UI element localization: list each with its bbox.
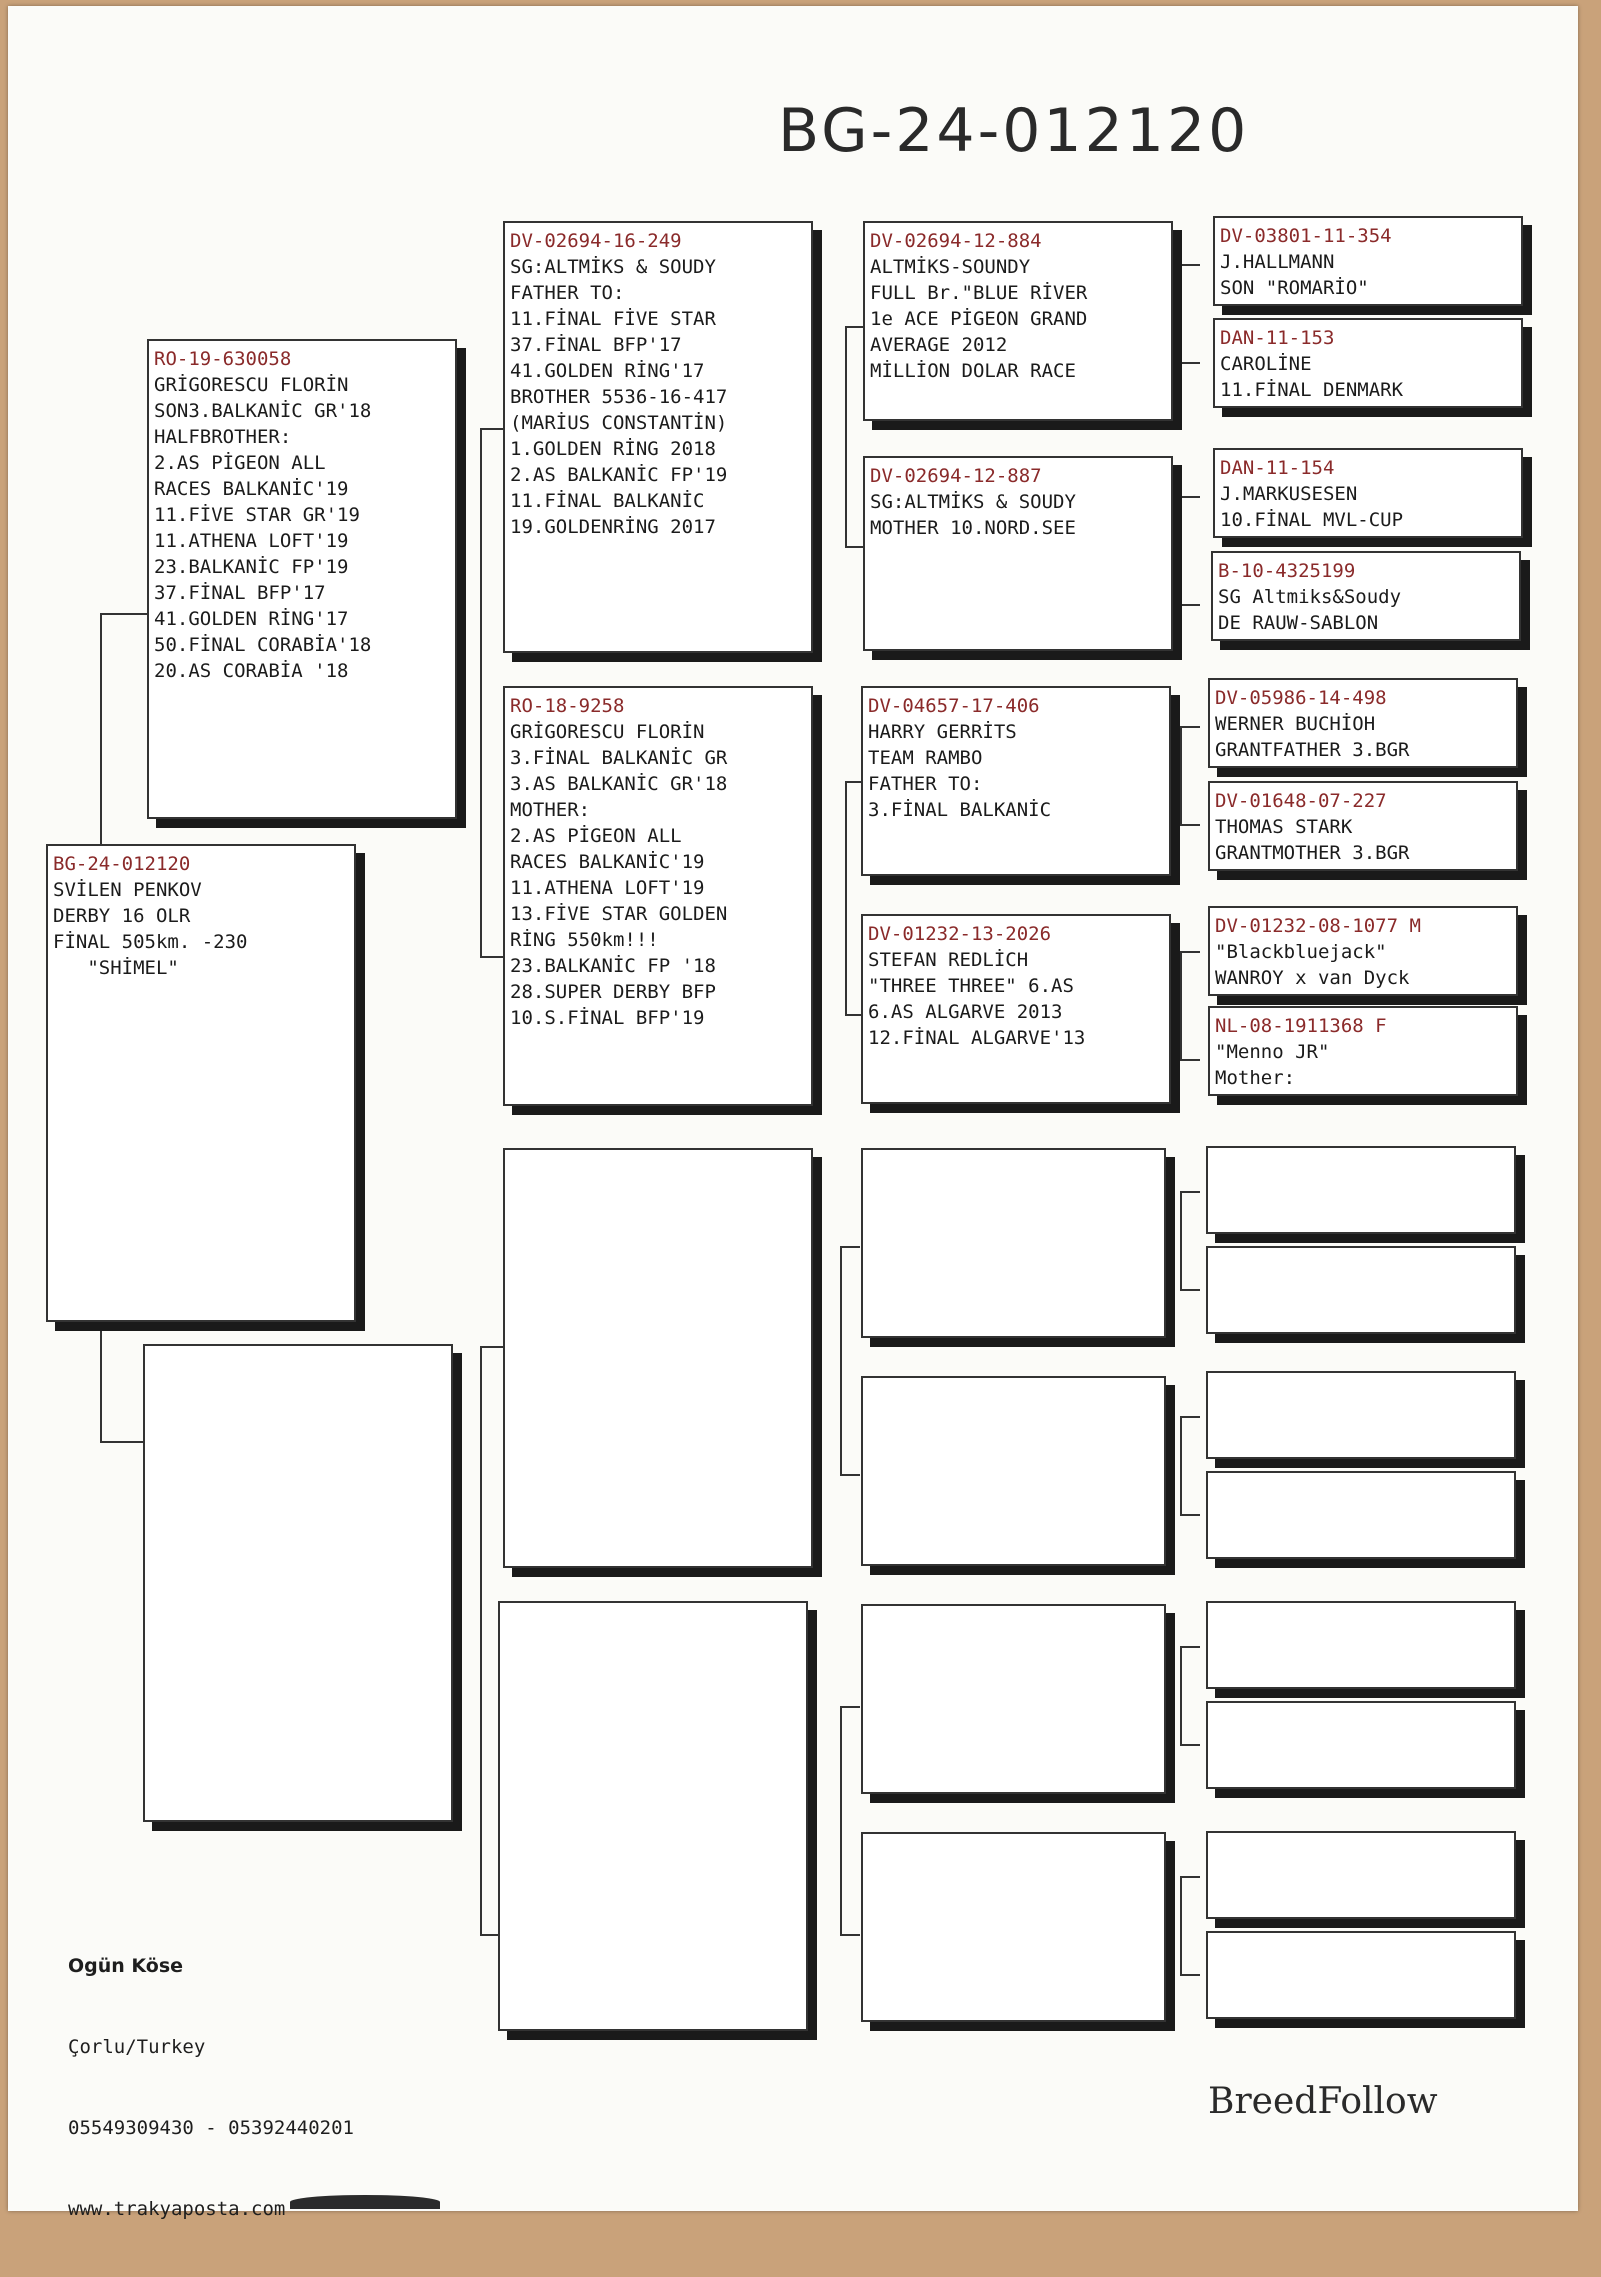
info-line: 3.FİNAL BALKANİC	[868, 799, 1052, 821]
connector	[1180, 726, 1200, 728]
pedigree-box-empty	[861, 1832, 1166, 2022]
connector	[1180, 1191, 1200, 1193]
info-line: MİLLİON DOLAR RACE	[870, 360, 1076, 382]
ss-sire-box	[863, 221, 1173, 421]
info-line: WERNER BUCHİOH	[1215, 713, 1376, 735]
gg-box	[1211, 551, 1521, 641]
info-line: 19.GOLDENRİNG 2017	[510, 516, 716, 538]
ring-number: B-10-4325199	[1218, 560, 1356, 582]
gg-box	[1213, 448, 1523, 538]
info-line: 3.AS BALKANİC GR'18	[510, 773, 728, 795]
connector	[1180, 1191, 1182, 1291]
dam-dam-box	[498, 1601, 808, 2031]
info-line: RİNG 550km!!!	[510, 929, 659, 951]
connector	[1180, 1876, 1200, 1878]
info-line: 41.GOLDEN RİNG'17	[154, 608, 349, 630]
info-line: THOMAS STARK	[1215, 816, 1353, 838]
connector	[1180, 1744, 1200, 1746]
connector	[100, 1441, 149, 1443]
info-line: CAROLİNE	[1220, 353, 1312, 375]
pedigree-box-empty	[861, 1376, 1166, 1566]
connector	[1180, 1876, 1182, 1976]
info-line: GRANTFATHER 3.BGR	[1215, 739, 1410, 761]
connector	[480, 1346, 505, 1348]
info-line: (MARİUS CONSTANTİN)	[510, 412, 728, 434]
ring-number: BG-24-012120	[53, 853, 191, 875]
connector	[1180, 824, 1200, 826]
info-line: FATHER TO:	[510, 282, 625, 304]
connector	[1180, 604, 1200, 606]
connector	[1180, 1059, 1200, 1061]
connector	[845, 781, 847, 1016]
connector	[480, 428, 505, 430]
connector	[100, 613, 149, 615]
info-line: 11.FİNAL DENMARK	[1220, 379, 1404, 401]
info-line: 1e ACE PİGEON GRAND	[870, 308, 1088, 330]
info-line: 11.ATHENA LOFT'19	[510, 877, 705, 899]
info-line: "Blackbluejack"	[1215, 941, 1387, 963]
connector	[1180, 1416, 1182, 1516]
info-line: 11.FİNAL BALKANİC	[510, 490, 705, 512]
gg-box	[1213, 318, 1523, 408]
connector	[845, 326, 847, 546]
subject-box	[46, 844, 356, 1322]
info-line: SG Altmiks&Soudy	[1218, 586, 1402, 608]
connector	[1180, 1646, 1182, 1746]
pedigree-box-empty	[861, 1148, 1166, 1338]
breeder-website[interactable]: www.trakyaposta.com	[68, 2198, 286, 2220]
info-line: FATHER TO:	[868, 773, 983, 795]
ring-number: DV-01232-13-2026	[868, 923, 1052, 945]
info-line: 11.FİVE STAR GR'19	[154, 504, 360, 526]
info-line: TEAM RAMBO	[868, 747, 983, 769]
info-line: J.HALLMANN	[1220, 251, 1335, 273]
info-line: 3.FİNAL BALKANİC GR	[510, 747, 728, 769]
ring-number: DAN-11-154	[1220, 457, 1335, 479]
connector	[480, 428, 482, 958]
gg-box	[1213, 216, 1523, 306]
info-line: 37.FİNAL BFP'17	[154, 582, 326, 604]
info-line: GRİGORESCU FLORİN	[510, 721, 705, 743]
pedigree-box-empty	[861, 1604, 1166, 1794]
ring-number: NL-08-1911368 F	[1215, 1015, 1387, 1037]
info-line: 28.SUPER DERBY BFP	[510, 981, 716, 1003]
info-line: 12.FİNAL ALGARVE'13	[868, 1027, 1086, 1049]
info-line: FİNAL 505km. -230	[53, 931, 248, 953]
sire-sire-box	[503, 221, 813, 653]
breeder-name: Ogün Köse	[68, 1955, 184, 1977]
gg-box	[1208, 781, 1518, 871]
info-line: 20.AS CORABİA '18	[154, 660, 349, 682]
connector	[480, 956, 505, 958]
connector	[845, 326, 865, 328]
info-line: 11.ATHENA LOFT'19	[154, 530, 349, 552]
info-line: GRANTMOTHER 3.BGR	[1215, 842, 1410, 864]
info-line: Mother:	[1215, 1067, 1296, 1089]
ring-number: DV-04657-17-406	[868, 695, 1040, 717]
info-line: 6.AS ALGARVE 2013	[868, 1001, 1063, 1023]
info-line: 13.FİVE STAR GOLDEN	[510, 903, 728, 925]
connector	[1180, 362, 1200, 364]
info-line: DE RAUW-SABLON	[1218, 612, 1379, 634]
pedigree-box-empty	[1206, 1831, 1516, 1919]
sire-dam-box	[503, 686, 813, 1106]
info-line: DERBY 16 OLR	[53, 905, 191, 927]
connector	[1180, 264, 1182, 364]
connector	[840, 1474, 860, 1476]
pedigree-box-empty	[1206, 1701, 1516, 1789]
connector	[1180, 1514, 1200, 1516]
ring-number: DV-02694-12-887	[870, 465, 1042, 487]
pedigree-box-empty	[1206, 1146, 1516, 1234]
info-line: GRİGORESCU FLORİN	[154, 374, 349, 396]
pedigree-box-empty	[1206, 1371, 1516, 1459]
connector	[1180, 726, 1182, 826]
info-line: RACES BALKANİC'19	[154, 478, 349, 500]
info-line: 37.FİNAL BFP'17	[510, 334, 682, 356]
info-line: "SHİMEL"	[53, 957, 179, 979]
breeder-contact	[68, 1899, 354, 2277]
info-line: 2.AS BALKANİC FP'19	[510, 464, 728, 486]
connector	[840, 1706, 842, 1936]
ring-number: RO-19-630058	[154, 348, 292, 370]
pedigree-box-empty	[1206, 1246, 1516, 1334]
info-line: MOTHER 10.NORD.SEE	[870, 517, 1076, 539]
info-line: 23.BALKANİC FP'19	[154, 556, 349, 578]
info-line: HALFBROTHER:	[154, 426, 292, 448]
info-line: 1.GOLDEN RİNG 2018	[510, 438, 716, 460]
connector	[1180, 496, 1182, 606]
connector	[840, 1706, 860, 1708]
pedigree-box-empty	[1206, 1601, 1516, 1689]
connector	[840, 1246, 842, 1476]
connector	[480, 1346, 482, 1936]
info-line: SON3.BALKANİC GR'18	[154, 400, 372, 422]
ring-number: DV-01232-08-1077 M	[1215, 915, 1421, 937]
paper-stain	[290, 2195, 440, 2209]
info-line: 23.BALKANİC FP '18	[510, 955, 716, 977]
gg-box	[1208, 678, 1518, 768]
ring-number: DV-03801-11-354	[1220, 225, 1392, 247]
sd-sire-box	[861, 686, 1171, 876]
sd-dam-box	[861, 914, 1171, 1104]
pedigree-sheet	[8, 6, 1578, 2220]
info-line: RACES BALKANİC'19	[510, 851, 705, 873]
breeder-city: Çorlu/Turkey	[68, 2036, 206, 2058]
info-line: MOTHER:	[510, 799, 591, 821]
ring-number: RO-18-9258	[510, 695, 625, 717]
gg-box	[1208, 906, 1518, 996]
info-line: WANROY x van Dyck	[1215, 967, 1410, 989]
connector	[840, 1934, 860, 1936]
gg-box	[1208, 1006, 1518, 1096]
connector	[1180, 951, 1182, 1061]
info-line: AVERAGE 2012	[870, 334, 1008, 356]
ring-number: DAN-11-153	[1220, 327, 1335, 349]
connector	[1180, 496, 1200, 498]
info-line: FULL Br."BLUE RİVER	[870, 282, 1088, 304]
info-line: "THREE THREE" 6.AS	[868, 975, 1074, 997]
dam-sire-box	[503, 1148, 813, 1568]
connector	[1180, 1416, 1200, 1418]
info-line: BROTHER 5536-16-417	[510, 386, 728, 408]
connector	[1180, 1289, 1200, 1291]
ring-number: DV-05986-14-498	[1215, 687, 1387, 709]
breeder-phones: 05549309430 - 05392440201	[68, 2117, 354, 2139]
ring-number: DV-02694-12-884	[870, 230, 1042, 252]
info-line: STEFAN REDLİCH	[868, 949, 1029, 971]
page-title: BG-24-012120	[778, 96, 1250, 166]
info-line: 41.GOLDEN RİNG'17	[510, 360, 705, 382]
info-line: J.MARKUSESEN	[1220, 483, 1358, 505]
info-line: 2.AS PİGEON ALL	[510, 825, 682, 847]
connector	[1180, 1646, 1200, 1648]
connector	[1180, 1974, 1200, 1976]
info-line: 10.S.FİNAL BFP'19	[510, 1007, 705, 1029]
dam-box	[143, 1344, 453, 1822]
connector	[1180, 264, 1200, 266]
sire-box	[147, 339, 457, 819]
info-line: 10.FİNAL MVL-CUP	[1220, 509, 1404, 531]
pedigree-box-empty	[1206, 1471, 1516, 1559]
ring-number: DV-01648-07-227	[1215, 790, 1387, 812]
info-line: SG:ALTMİKS & SOUDY	[870, 491, 1076, 513]
ring-number: DV-02694-16-249	[510, 230, 682, 252]
ss-dam-box	[863, 456, 1173, 651]
brand-logo: BreedFollow	[1208, 2081, 1438, 2122]
pedigree-box-empty	[1206, 1931, 1516, 2019]
info-line: HARRY GERRİTS	[868, 721, 1017, 743]
info-line: SG:ALTMİKS & SOUDY	[510, 256, 716, 278]
info-line: 50.FİNAL CORABİA'18	[154, 634, 372, 656]
connector	[1180, 951, 1200, 953]
connector	[845, 546, 865, 548]
info-line: "Menno JR"	[1215, 1041, 1330, 1063]
info-line: SVİLEN PENKOV	[53, 879, 202, 901]
info-line: ALTMİKS-SOUNDY	[870, 256, 1031, 278]
info-line: SON "ROMARİO"	[1220, 277, 1369, 299]
info-line: 11.FİNAL FİVE STAR	[510, 308, 716, 330]
info-line: 2.AS PİGEON ALL	[154, 452, 326, 474]
connector	[840, 1246, 860, 1248]
